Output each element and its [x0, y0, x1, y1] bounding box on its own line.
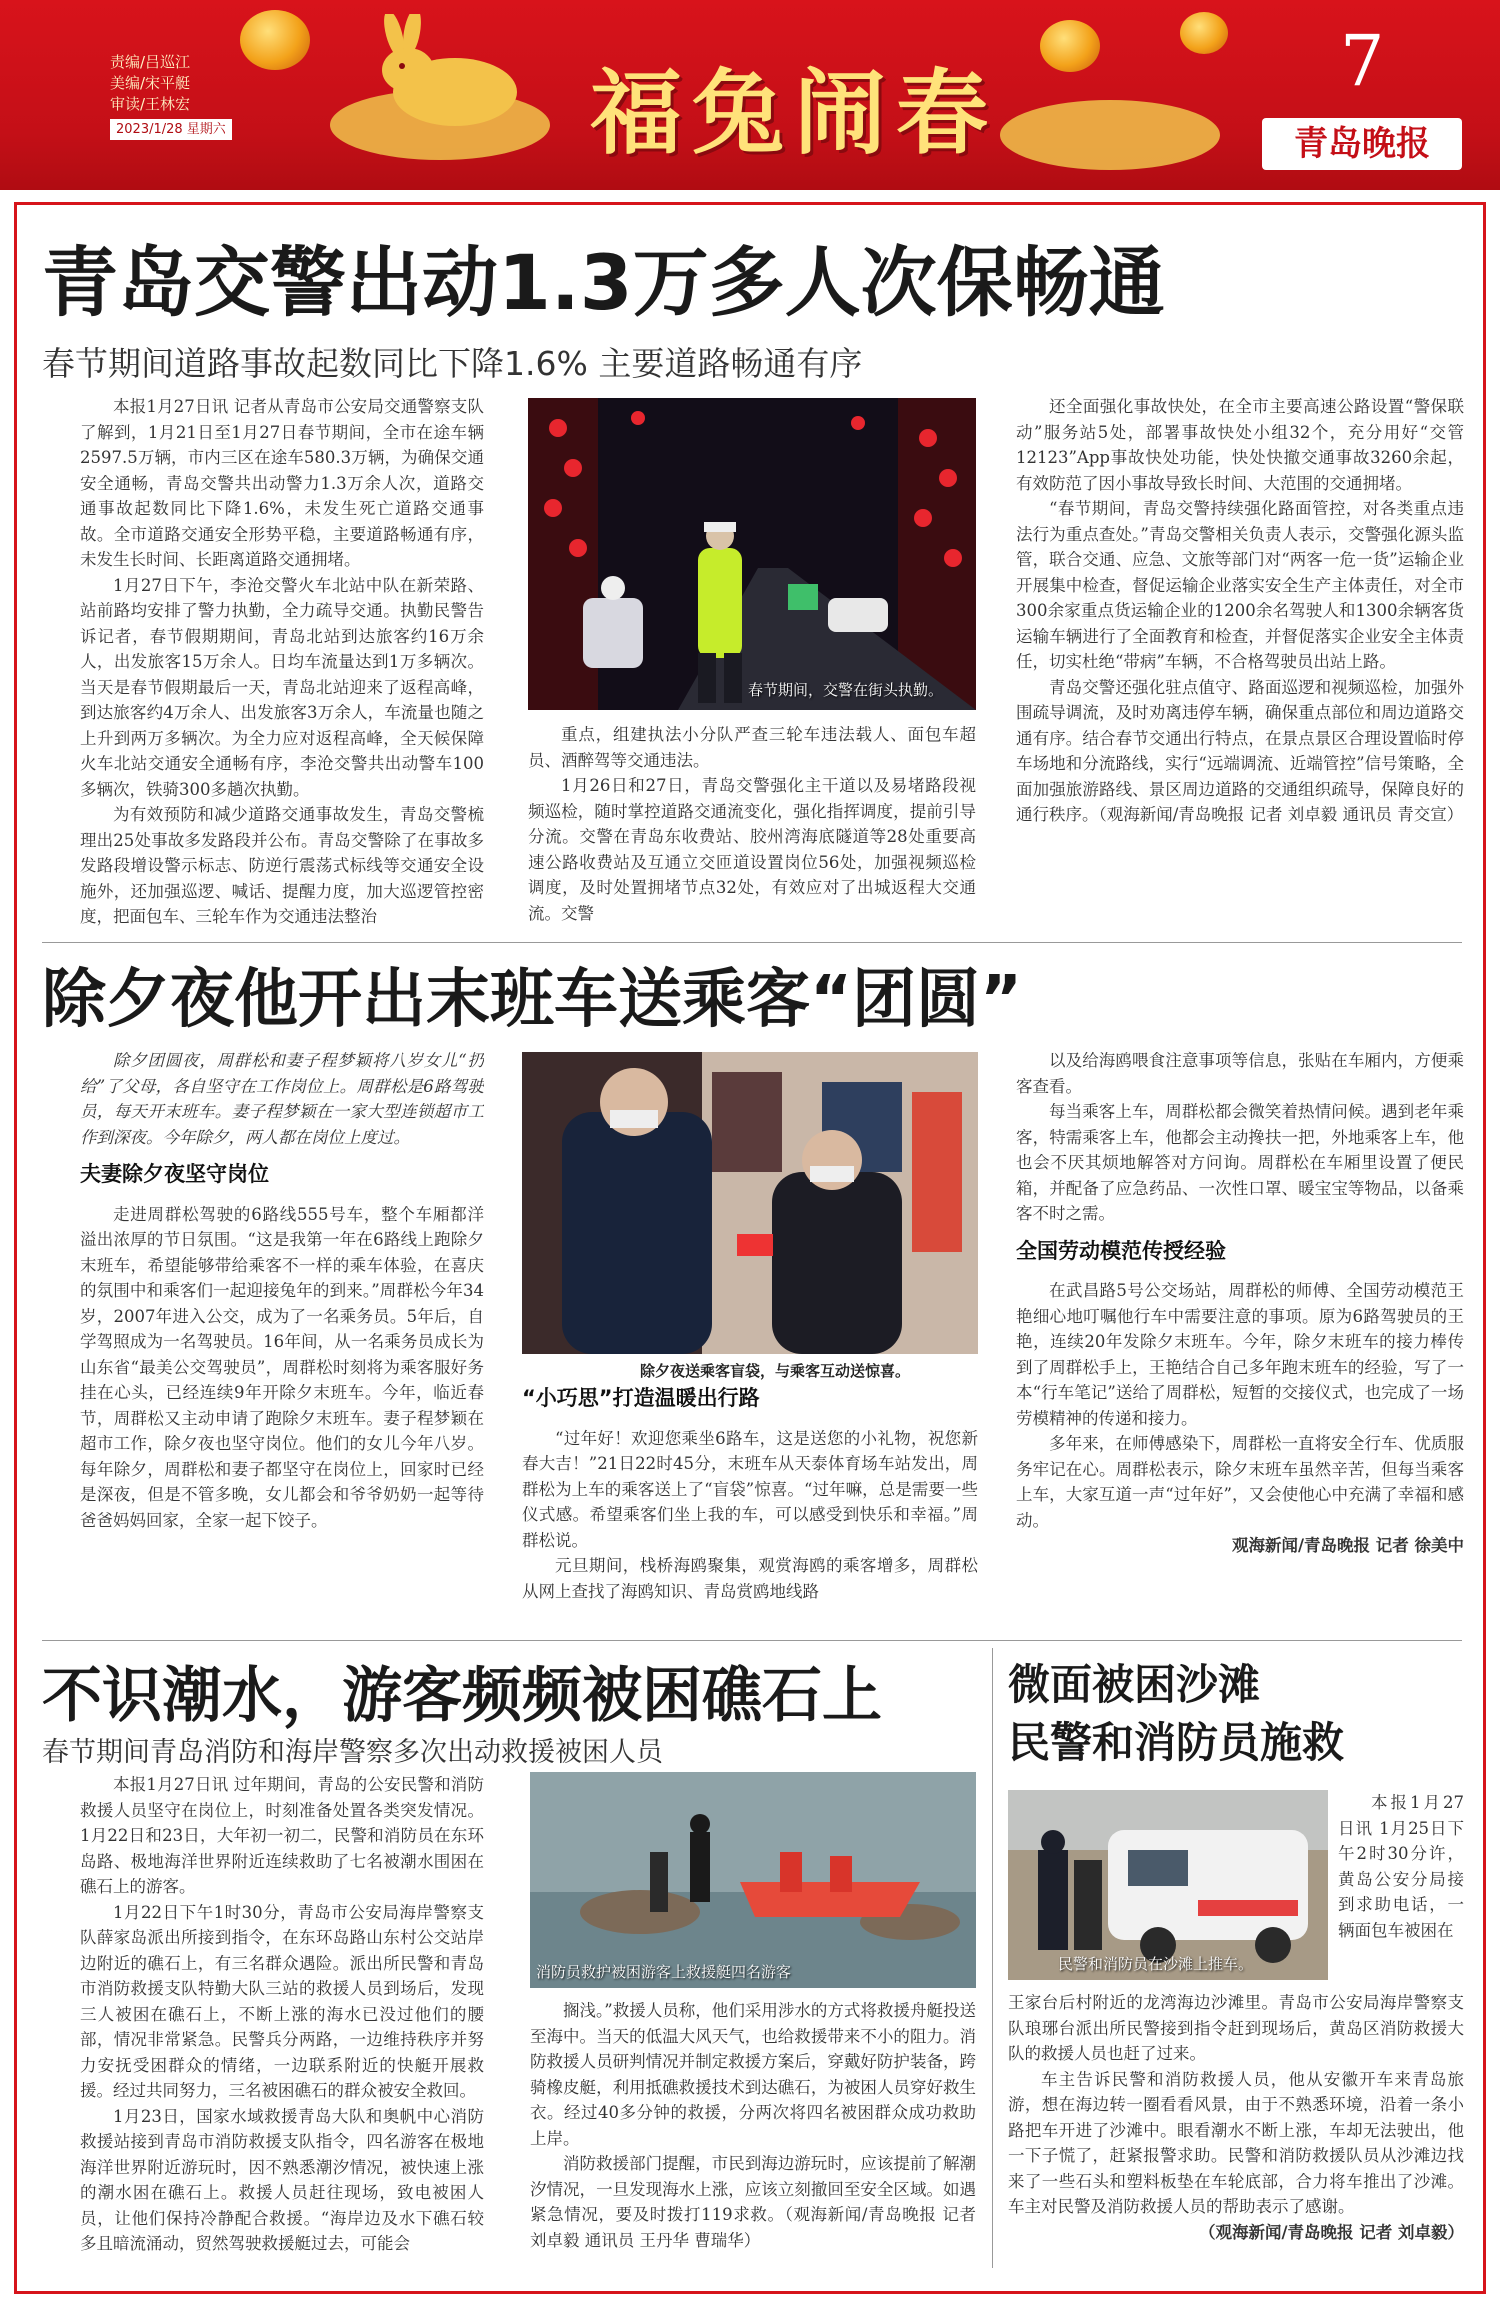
divider — [42, 1640, 1462, 1641]
paragraph: 消防救援部门提醒，市民到海边游玩时，应该提前了解潮汐情况，一旦发现海水上涨，应该立刻撤回至安全区域。如遇紧急情况，要及时拨打119求救。（观海新闻/青岛晚报 记者 刘卓毅 通讯员 王丹华 曹瑞华） — [530, 2154, 976, 2250]
cloud-decoration — [1000, 100, 1220, 170]
section-heading: 夫妻除夕夜坚守岗位 — [80, 1162, 269, 1186]
article2-column2 — [522, 1386, 978, 1630]
photo-caption: 消防员救护被困游客上救援艇四名游客 — [536, 1963, 792, 1981]
masthead — [0, 0, 1500, 190]
paragraph: 多年来，在师傅感染下，周群松一直将安全行车、优质服务牢记在心。周群松表示，除夕末班车虽然辛苦，但每当乘客上车，大家互道一声“过年好”，又会使他心中充满了幸福和感动。 — [1016, 1434, 1464, 1530]
paragraph: 1月22日下午1时30分，青岛市公安局海岸警察支队薛家岛派出所接到指令，在东环岛路山东村公交站岸边附近的礁石上，有三名群众遇险。派出所民警和青岛市消防救援支队特勤大队三站的救援人员到场后，发现三人被困在礁石上，不断上涨的海水已没过他们的腰部，情况非常紧急。民警兵分两路，一边维持秩序并努力安抚受困群众的情绪，一边联系附近的快艇开展救援。经过共同努力，三名被困礁石的群众被安全救回。 — [80, 1902, 484, 2100]
lantern-decoration — [240, 10, 310, 70]
article2-intro: 除夕团圆夜，周群松和妻子程梦颖将八岁女儿“扔给”了父母，各自坚守在工作岗位上。周群松是6路驾驶员，每天开末班车。妻子程梦颖在一家大型连锁超市工作到深夜。今年除夕，两人都在岗位上度过。 — [80, 1051, 484, 1147]
issue-date: 2023/1/28 星期六 — [110, 119, 232, 140]
article1-column1 — [80, 394, 484, 934]
article2-photo — [522, 1052, 978, 1354]
paragraph: 走进周群松驾驶的6路线555号车，整个车厢都洋溢出浓厚的节日氛围。“这是我第一年在6路线上跑除夕末班车，希望能够带给乘客不一样的乘车体验，在喜庆的氛围中和乘客们一起迎接兔年的到来。”周群松今年34岁，2007年进入公交，成为了一名乘务员。5年后，自学驾照成为一名驾驶员。16年间，从一名乘务员成长为山东省“最美公交驾驶员”，周群松时刻将为乘客服好务挂在心头，已经连续9年开除夕末班车。今年，临近春节，周群松又主动申请了跑除夕末班车。妻子程梦颖在超市工作，除夕夜也坚守岗位。他们的女儿今年八岁。每年除夕，周群松和妻子都坚守在岗位上，回家时已经是深夜，但是不管多晚，女儿都会和爷爷奶奶一起等待爸爸妈妈回家，全家一起下饺子。 — [80, 1204, 484, 1530]
paragraph: 搁浅。”救援人员称，他们采用涉水的方式将救援舟艇投送至海中。当天的低温大风天气，也给救援带来不小的阻力。消防救援人员研判情况并制定救援方案后，穿戴好防护装备，跨骑橡皮艇，利用抵礁救援技术到达礁石，为被困人员穿好救生衣。经过40多分钟的救援，分两次将四名被困群众成功救助上岸。 — [530, 2001, 976, 2148]
article1-column3 — [1016, 394, 1464, 934]
paragraph: 为有效预防和减少道路交通事故发生，青岛交警梳理出25处事故多发路段并公布。青岛交警除了在事故多发路段增设警示标志、防逆行震荡式标线等交通安全设施外，还加强巡逻、喊话、提醒力度，加大巡逻管控密度，把面包车、三轮车作为交通违法整治 — [80, 805, 484, 926]
article4-photo — [1008, 1790, 1328, 1980]
page-number: 7 — [1340, 20, 1385, 102]
section-heading: 全国劳动模范传授经验 — [1016, 1238, 1226, 1263]
article4-column — [1008, 1990, 1464, 2276]
divider — [992, 1648, 993, 2268]
paragraph: 青岛交警还强化驻点值守、路面巡逻和视频巡检，加强外围疏导调流，及时劝离违停车辆，确保重点部位和周边道路交通有序。结合春节交通出行特点，在景点景区合理设置临时停车场地和分流路线，实行“远端调流、近端管控”信号策略，全面加强旅游路线、景区周边道路的交通组织疏导，保障良好的通行秩序。（观海新闻/青岛晚报 记者 刘卓毅 通讯员 青交宣） — [1016, 677, 1464, 824]
paragraph: 本报1月27日讯 过年期间，青岛的公安民警和消防救援人员坚守在岗位上，时刻准备处置各类突发情况。1月22日和23日，大年初一初二，民警和消防员在东环岛路、极地海洋世界附近连续救助了七名被潮水围困在礁石上的游客。 — [80, 1775, 484, 1896]
article1-title: 青岛交警出动1.3万多人次保畅通 — [42, 238, 1165, 327]
photo-caption: 春节期间，交警在街头执勤。 — [748, 681, 944, 699]
credit-reviewer: 审读/王林宏 — [110, 95, 191, 113]
paragraph: 本报1月27日讯 1月25日下午2时30分许，黄岛公安分局接到求助电话，一辆面包车被困在 — [1338, 1793, 1464, 1940]
paragraph: “过年好！欢迎您乘坐6路车，这是送您的小礼物，祝您新春大吉！”21日22时45分，末班车从天泰体育场车站发出，周群松为上车的乘客送上了“盲袋”惊喜。“过年嘛，总是需要一些仪式感。希望乘客们坐上我的车，可以感受到快乐和幸福。”周群松说。 — [522, 1428, 978, 1550]
article1-column2 — [528, 722, 976, 934]
article4-byline: （观海新闻/青岛晚报 记者 刘卓毅） — [1198, 2222, 1464, 2242]
van-stuck-beach-photo — [1008, 1790, 1328, 1980]
paragraph: 1月23日，国家水域救援青岛大队和奥帆中心消防救援站接到青岛市消防救援支队指令，四名游客在极地海洋世界附近游玩时，因不熟悉潮汐情况，被快速上涨的潮水困在礁石上。救援人员赶往现场，致电被困人员，让他们保持冷静配合救援。“海岸边及水下礁石较多且暗流涌动，贸然驾驶救援艇过去，可能会 — [80, 2106, 484, 2253]
article3-column1 — [80, 1772, 484, 2272]
bus-driver-photo — [522, 1052, 978, 1354]
rabbit-icon — [360, 14, 530, 134]
article3-photo — [530, 1772, 976, 1988]
lantern-decoration — [1040, 20, 1100, 72]
article4-title-line1: 微面被困沙滩 — [1008, 1660, 1261, 1709]
paragraph: 1月26日和27日，青岛交警强化主干道以及易堵路段视频巡检，随时掌控道路交通流变化，强化指挥调度，提前引导分流。交警在青岛东收费站、胶州湾海底隧道等28处重要高速公路收费站及互通立交匝道设置岗位56处，加强视频巡检调度，及时处置拥堵节点32处，有效应对了出城返程大交通流。交警 — [528, 776, 976, 923]
paragraph: “春节期间，青岛交警持续强化路面管控，对各类重点违法行为重点查处。”青岛交警相关负责人表示，交警强化源头监管，联合交通、应急、文旅等部门对“两客一危一货”运输企业开展集中检查，督促运输企业落实安全生产主体责任，对全市300余家重点货运输企业的1200余名驾驶人和1300余辆客货运输车辆进行了全面教育和检查，并督促落实企业安全主体责任，切实杜绝“带病”车辆，不合格驾驶员出站上路。 — [1016, 499, 1464, 671]
sea-rescue-photo — [530, 1772, 976, 1988]
paragraph: 王家台后村附近的龙湾海边沙滩里。青岛市公安局海岸警察支队琅琊台派出所民警接到指令赶到现场后，黄岛区消防救援大队的救援人员也赶了过来。 — [1008, 1993, 1464, 2063]
credit-editor: 责编/吕巡江 — [110, 53, 191, 71]
photo-caption: 民警和消防员在沙滩上推车。 — [1058, 1955, 1254, 1973]
page-slogan: 福兔闹春 — [590, 59, 999, 167]
paragraph: 元旦期间，栈桥海鸥聚集，观赏海鸥的乘客增多，周群松从网上查找了海鸥知识、青岛赏鸥地线路 — [522, 1556, 978, 1601]
article2-title: 除夕夜他开出末班车送乘客“团圆” — [42, 963, 1023, 1037]
article1-subtitle: 春节期间道路事故起数同比下降1.6% 主要道路畅通有序 — [42, 344, 863, 383]
paragraph: 本报1月27日讯 记者从青岛市公安局交通警察支队了解到，1月21日至1月27日春节期间，全市在途车辆2597.5万辆，市内三区在途车580.3万辆，为确保交通安全通畅，青岛交警共出动警力1.3万余人次，道路交通事故起数同比下降1.6%，未发生死亡道路交通事故。全市道路交通安全形势平稳，主要道路畅通有序，未发生长时间、长距离道路交通拥堵。 — [80, 397, 484, 569]
lantern-decoration — [1180, 12, 1228, 54]
article2-column3 — [1016, 1048, 1464, 1634]
article4-title-line2: 民警和消防员施救 — [1008, 1718, 1345, 1767]
article3-subtitle: 春节期间青岛消防和海岸警察多次出动救援被困人员 — [42, 1737, 663, 1768]
paragraph: 每当乘客上车，周群松都会微笑着热情问候。遇到老年乘客，特需乘客上车，他都会主动搀扶一把，外地乘客上车，他也会不厌其烦地解答对方问询。周群松在车厢里设置了便民箱，并配备了应急药品、一次性口罩、暖宝宝等物品，以备乘客不时之需。 — [1016, 1102, 1464, 1223]
paragraph: 车主告诉民警和消防救援人员，他从安徽开车来青岛旅游，想在海边转一圈看看风景，由于不熟悉环境，沿着一条小路把车开进了沙滩中。眼看潮水不断上涨，车却无法驶出，他一下子慌了，赶紧报警求助。民警和消防救援队员从沙滩边找来了一些石头和塑料板垫在车轮底部，合力将车推出了沙滩。车主对民警及消防救援人员的帮助表示了感谢。 — [1008, 2069, 1464, 2216]
article2-column1 — [80, 1048, 484, 1628]
paragraph: 1月27日下午，李沧交警火车北站中队在新荣路、站前路均安排了警力执勤，全力疏导交通。执勤民警告诉记者，春节假期期间，青岛北站到达旅客约16万余人，出发旅客15万余人。日均车流量达到1万多辆次。当天是春节假期最后一天，青岛北站迎来了返程高峰，到达旅客约4万余人、出发旅客3万余人，车流量也随之上升到两万多辆次。为全力应对返程高峰，全天候保障火车北站交通安全通畅有序，李沧交警共出动警车100多辆次，铁骑300多趟次执勤。 — [80, 575, 484, 799]
paragraph: 还全面强化事故快处，在全市主要高速公路设置“警保联动”服务站5处，部署事故快处小组32个，充分用好“交管12123”App事故快处功能，快处快撤交通事故3260余起，有效防范了因小事故导致长时间、大范围的交通拥堵。 — [1016, 397, 1464, 493]
paragraph: 在武昌路5号公交场站，周群松的师傅、全国劳动模范王艳细心地叮嘱他行车中需要注意的事项。原为6路驾驶员的王艳，连续20年发除夕末班车。今年，除夕末班车的接力棒传到了周群松手上，王艳结合自己多年跑末班车的经验，写了一本“行车笔记”送给了周群松，短暂的交接仪式，也完成了一场劳模精神的传递和接力。 — [1016, 1281, 1464, 1428]
credit-designer: 美编/宋平艇 — [110, 74, 191, 92]
article3-column2 — [530, 1998, 976, 2272]
paragraph: 以及给海鸥喂食注意事项等信息，张贴在车厢内，方便乘客查看。 — [1016, 1051, 1464, 1096]
section-heading: “小巧思”打造温暖出行路 — [522, 1386, 760, 1410]
article2-byline: 观海新闻/青岛晚报 记者 徐美中 — [1231, 1536, 1464, 1555]
divider — [42, 942, 1462, 943]
newspaper-logo: 青岛晚报 — [1262, 118, 1462, 170]
article4-side-column — [1338, 1790, 1464, 1980]
article1-photo — [528, 398, 976, 710]
photo-caption: 除夕夜送乘客盲袋，与乘客互动送惊喜。 — [640, 1362, 911, 1380]
editor-credits — [110, 52, 232, 140]
article3-title: 不识潮水，游客频频被困礁石上 — [42, 1661, 882, 1731]
paragraph: 重点，组建执法小分队严查三轮车违法载人、面包车超员、酒醉驾等交通违法。 — [528, 725, 976, 770]
traffic-police-night-photo — [528, 398, 976, 710]
